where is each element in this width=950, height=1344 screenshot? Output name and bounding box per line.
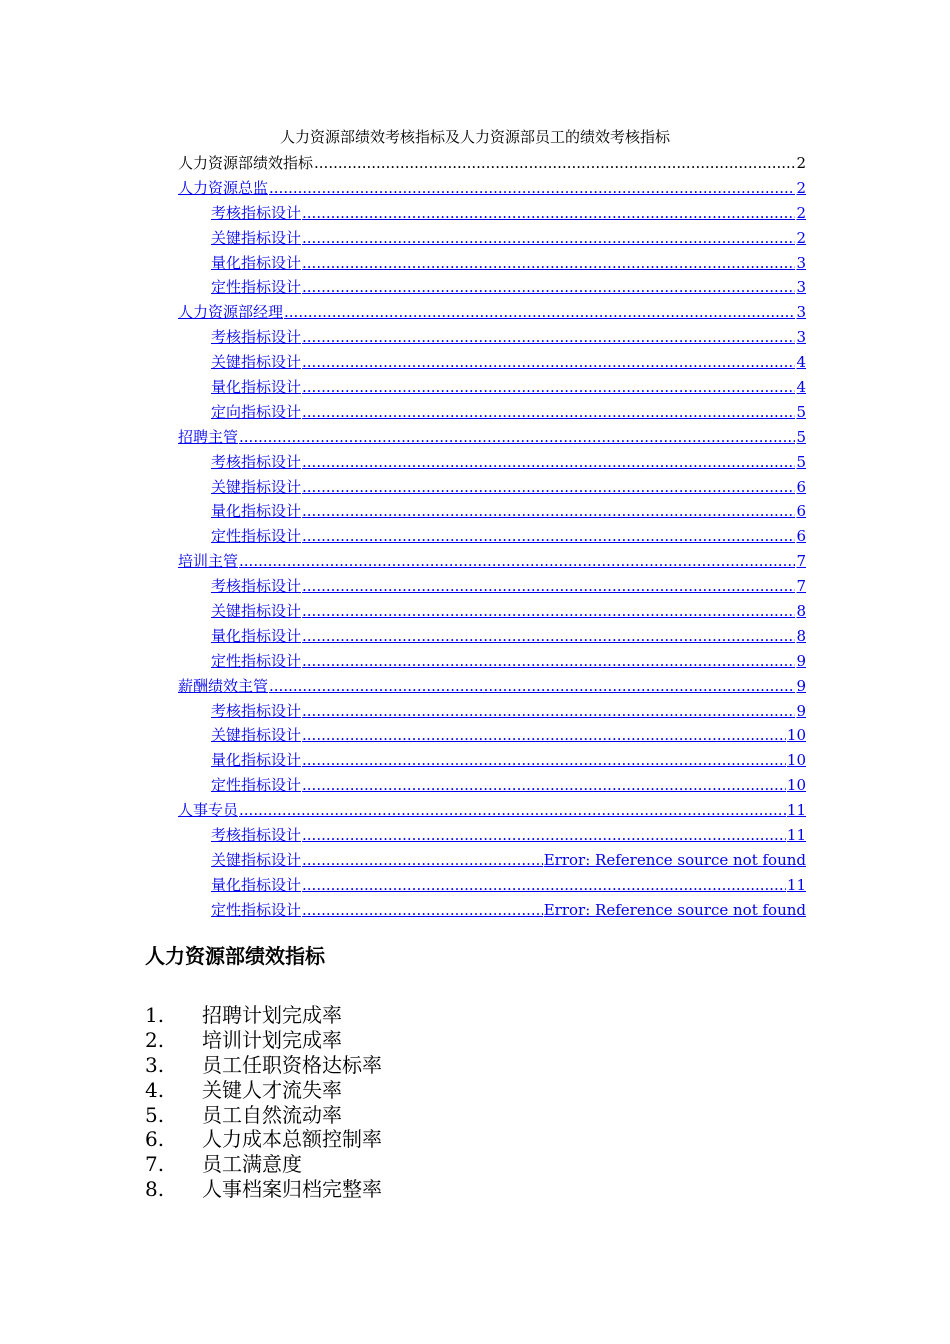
toc-dot-leader xyxy=(302,350,795,375)
list-item xyxy=(145,1028,382,1053)
toc-entry-title: 量化指标设计 xyxy=(211,502,302,521)
toc-entry[interactable] xyxy=(211,723,806,748)
toc-dot-leader xyxy=(302,375,795,400)
toc-dot-leader xyxy=(284,300,795,325)
toc-entry-page: 6 xyxy=(796,502,806,521)
toc-entry-title: 人力资源总监 xyxy=(178,178,269,197)
toc-entry-title: 量化指标设计 xyxy=(211,253,302,272)
toc-entry[interactable] xyxy=(211,599,806,624)
toc-entry-page: 3 xyxy=(796,253,806,272)
list-item-number: 8. xyxy=(145,1177,165,1202)
toc-entry-title: 关键指标设计 xyxy=(211,602,302,621)
list-item xyxy=(145,1053,382,1078)
toc-dot-leader xyxy=(269,176,795,201)
toc-entry[interactable] xyxy=(178,425,806,450)
toc-dot-leader xyxy=(302,499,795,524)
toc-entry[interactable] xyxy=(211,873,806,898)
toc-entry-title: 关键指标设计 xyxy=(211,353,302,372)
toc-entry[interactable] xyxy=(211,275,806,300)
toc-entry[interactable] xyxy=(211,499,806,524)
list-item-number: 6. xyxy=(145,1127,165,1152)
toc-dot-leader xyxy=(302,201,795,226)
toc-dot-leader xyxy=(302,748,786,773)
toc-entry-title: 量化指标设计 xyxy=(211,378,302,397)
toc-entry-title: 薪酬绩效主管 xyxy=(178,676,269,695)
toc-entry-page: 2 xyxy=(796,154,806,172)
toc-entry-title: 定性指标设计 xyxy=(211,900,302,919)
toc-entry-page: 8 xyxy=(796,626,806,645)
toc-entry-page: 6 xyxy=(796,477,806,496)
toc-dot-leader xyxy=(302,524,795,549)
toc-entry-page: 4 xyxy=(796,378,806,397)
toc-entry-title: 考核指标设计 xyxy=(211,826,302,845)
toc-entry[interactable] xyxy=(178,176,806,201)
toc-entry-title: 定性指标设计 xyxy=(211,278,302,297)
toc-entry-page: 10 xyxy=(786,776,806,795)
toc-entry-page: 5 xyxy=(796,402,806,421)
toc-entry[interactable] xyxy=(211,325,806,350)
list-item-text: 人力成本总额控制率 xyxy=(202,1127,382,1152)
toc-dot-leader xyxy=(302,400,795,425)
toc-dot-leader xyxy=(314,151,795,176)
toc-entry-title: 量化指标设计 xyxy=(211,875,302,894)
toc-dot-leader xyxy=(302,226,795,251)
toc-entry[interactable] xyxy=(211,226,806,251)
list-item-text: 员工任职资格达标率 xyxy=(202,1052,382,1077)
toc-entry-title: 量化指标设计 xyxy=(211,751,302,770)
toc-entry-page: 6 xyxy=(796,527,806,546)
toc-entry-page: 9 xyxy=(796,651,806,670)
toc-dot-leader xyxy=(302,574,795,599)
toc-dot-leader xyxy=(302,848,543,873)
toc-entry-title: 考核指标设计 xyxy=(211,203,302,222)
toc-entry[interactable] xyxy=(211,475,806,500)
list-item xyxy=(145,1103,382,1128)
toc-dot-leader xyxy=(269,674,795,699)
toc-entry-page: 3 xyxy=(796,328,806,347)
toc-entry-title: 招聘主管 xyxy=(178,427,239,446)
toc-entry[interactable] xyxy=(211,524,806,549)
toc-entry-page: 11 xyxy=(786,875,806,894)
list-item-text: 招聘计划完成率 xyxy=(202,1003,342,1027)
toc-dot-leader xyxy=(302,251,795,276)
list-item-text: 员工自然流动率 xyxy=(202,1102,342,1127)
toc-entry-page: 11 xyxy=(786,801,806,820)
toc-entry-page: 4 xyxy=(796,353,806,372)
toc-entry[interactable] xyxy=(211,574,806,599)
toc-entry-title: 人事专员 xyxy=(178,801,239,820)
toc-entry[interactable] xyxy=(211,898,806,923)
toc-entry-page: 8 xyxy=(796,602,806,621)
toc-entry-page: Error: Reference source not found xyxy=(543,850,806,869)
toc-entry[interactable] xyxy=(211,450,806,475)
document-title: 人力资源部绩效考核指标及人力资源部员工的绩效考核指标 xyxy=(279,128,670,146)
toc-entry[interactable] xyxy=(178,674,806,699)
toc-entry-title: 培训主管 xyxy=(178,552,239,571)
list-item-number: 4. xyxy=(145,1077,165,1102)
toc-entry[interactable] xyxy=(178,549,806,574)
toc-entry-title: 定性指标设计 xyxy=(211,527,302,546)
list-item-number: 3. xyxy=(145,1052,165,1077)
toc-dot-leader xyxy=(302,624,795,649)
toc-dot-leader xyxy=(302,450,795,475)
toc-entry[interactable] xyxy=(211,251,806,276)
list-item-number: 2. xyxy=(145,1027,165,1052)
toc-dot-leader xyxy=(302,773,786,798)
toc-entry-page: 9 xyxy=(796,701,806,720)
toc-entry-page: 3 xyxy=(796,303,806,322)
toc-entry-page: 5 xyxy=(796,452,806,471)
toc-entry-page: 10 xyxy=(786,726,806,745)
toc-entry-page: 7 xyxy=(796,577,806,596)
toc-dot-leader xyxy=(302,275,795,300)
toc-entry-page: 2 xyxy=(796,203,806,222)
toc-entry-page: 7 xyxy=(796,552,806,571)
toc-entry-page: 11 xyxy=(786,826,806,845)
toc-entry-page: 2 xyxy=(796,228,806,247)
toc-entry-title: 考核指标设计 xyxy=(211,452,302,471)
section-heading: 人力资源部绩效指标 xyxy=(145,944,325,968)
list-item xyxy=(145,1078,382,1103)
toc-entry-page: 10 xyxy=(786,751,806,770)
toc-entry-title: 关键指标设计 xyxy=(211,850,302,869)
toc-entry-page: 5 xyxy=(796,427,806,446)
toc-entry-title: 考核指标设计 xyxy=(211,328,302,347)
toc-dot-leader xyxy=(302,699,795,724)
toc-entry[interactable] xyxy=(178,798,806,823)
list-item-number: 7. xyxy=(145,1152,165,1177)
toc-entry xyxy=(178,151,806,176)
list-item-number: 5. xyxy=(145,1102,165,1127)
toc-dot-leader xyxy=(302,873,786,898)
table-of-contents xyxy=(178,151,806,923)
toc-entry-title: 考核指标设计 xyxy=(211,577,302,596)
toc-entry-title: 人力资源部经理 xyxy=(178,303,284,322)
toc-dot-leader xyxy=(302,898,543,923)
toc-dot-leader xyxy=(239,549,795,574)
toc-entry[interactable] xyxy=(178,300,806,325)
toc-entry-title: 关键指标设计 xyxy=(211,726,302,745)
toc-entry-title: 人力资源部绩效指标 xyxy=(178,154,314,172)
toc-entry[interactable] xyxy=(211,649,806,674)
toc-entry[interactable] xyxy=(211,375,806,400)
toc-entry-title: 关键指标设计 xyxy=(211,228,302,247)
toc-entry-title: 定向指标设计 xyxy=(211,402,302,421)
list-item xyxy=(145,1003,382,1028)
list-item xyxy=(145,1152,382,1177)
toc-entry-page: 3 xyxy=(796,278,806,297)
toc-dot-leader xyxy=(302,599,795,624)
toc-dot-leader xyxy=(239,798,786,823)
toc-entry-title: 量化指标设计 xyxy=(211,626,302,645)
toc-entry[interactable] xyxy=(211,350,806,375)
toc-dot-leader xyxy=(302,723,786,748)
toc-entry[interactable] xyxy=(211,201,806,226)
toc-entry-title: 定性指标设计 xyxy=(211,776,302,795)
toc-entry[interactable] xyxy=(211,848,806,873)
toc-entry-title: 考核指标设计 xyxy=(211,701,302,720)
toc-entry[interactable] xyxy=(211,748,806,773)
list-item-text: 人事档案归档完整率 xyxy=(202,1177,382,1202)
toc-entry-page: 2 xyxy=(796,178,806,197)
toc-entry[interactable] xyxy=(211,400,806,425)
toc-dot-leader xyxy=(239,425,795,450)
list-item-text: 培训计划完成率 xyxy=(202,1027,342,1052)
toc-entry[interactable] xyxy=(211,773,806,798)
list-item-text: 员工满意度 xyxy=(202,1152,302,1177)
toc-entry[interactable] xyxy=(211,823,806,848)
list-item-text: 关键人才流失率 xyxy=(202,1077,342,1102)
toc-entry-title: 关键指标设计 xyxy=(211,477,302,496)
toc-entry-title: 定性指标设计 xyxy=(211,651,302,670)
toc-dot-leader xyxy=(302,325,795,350)
toc-entry-page: Error: Reference source not found xyxy=(543,900,806,919)
list-item xyxy=(145,1127,382,1152)
toc-dot-leader xyxy=(302,823,786,848)
toc-entry[interactable] xyxy=(211,624,806,649)
toc-entry[interactable] xyxy=(211,699,806,724)
toc-entry-page: 9 xyxy=(796,676,806,695)
list-item-number: 1. xyxy=(145,1003,165,1027)
toc-dot-leader xyxy=(302,649,795,674)
toc-dot-leader xyxy=(302,475,795,500)
numbered-list xyxy=(145,1003,382,1202)
list-item xyxy=(145,1177,382,1202)
